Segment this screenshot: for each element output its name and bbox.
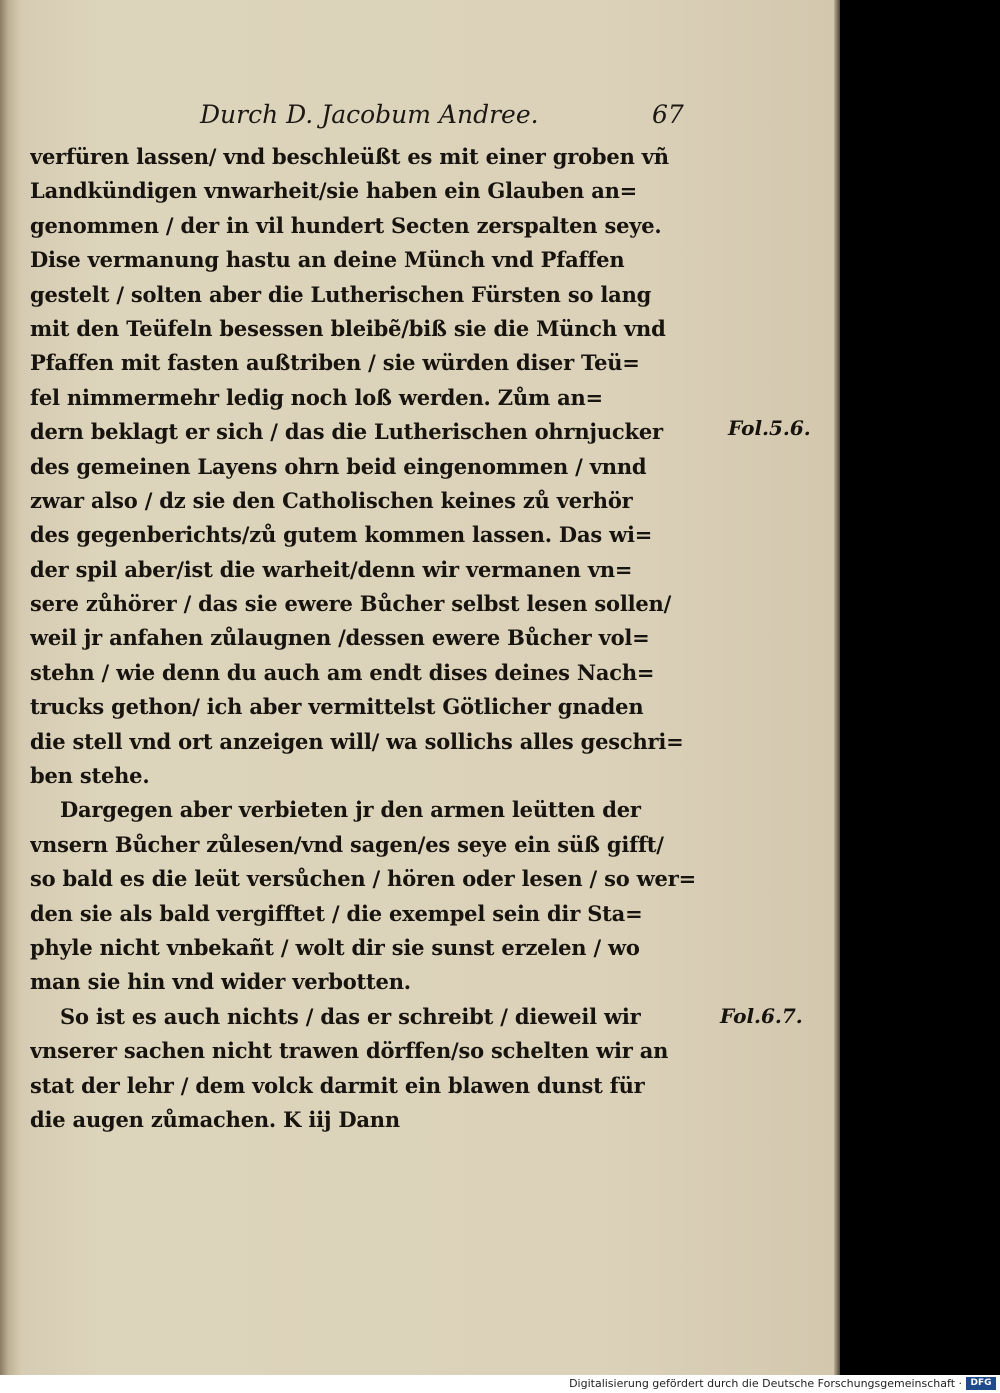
text-line: mit den Teüfeln besessen bleibẽ/biß sie die Münch vnd	[30, 315, 666, 341]
text-line: die stell vnd ort anzeigen will/ wa sollichs alles geschri=	[30, 728, 684, 754]
text-line: Dise vermanung hastu an deine Münch vnd Pfaffen	[30, 247, 625, 273]
text-line: Pfaffen mit fasten außtriben / sie würden diser Teü=	[30, 350, 640, 376]
margin-note: Fol.6.7.	[720, 1004, 803, 1028]
text-line: der spil aber/ist die warheit/denn wir vermanen vn=	[30, 556, 633, 582]
book-spine	[0, 0, 22, 1375]
text-line: des gemeinen Layens ohrn beid eingenommen / vnnd	[30, 453, 647, 479]
text-line: den sie als bald vergifftet / die exempel sein dir Sta=	[30, 900, 643, 926]
dfg-logo: DFG	[966, 1377, 996, 1390]
text-line: stehn / wie denn du auch am endt dises deines Nach=	[30, 659, 655, 685]
text-line: trucks gethon/ ich aber vermittelst Götlicher gnaden	[30, 694, 644, 720]
margin-note: Fol.5.6.	[728, 416, 811, 440]
page-header	[200, 100, 700, 140]
text-line: zwar also / dz sie den Catholischen keines zů verhör	[30, 487, 633, 513]
text-line: So ist es auch nichts / das er schreibt / dieweil wir	[60, 1003, 641, 1029]
text-line: vnserer sachen nicht trawen dörffen/so schelten wir an	[30, 1038, 669, 1064]
text-line: man sie hin vnd wider verbotten.	[30, 969, 411, 995]
text-line: weil jr anfahen zůlaugnen /dessen ewere Bůcher vol=	[30, 625, 650, 651]
text-line: dern beklagt er sich / das die Lutherischen ohrnjucker	[30, 419, 663, 445]
text-line: Landkündigen vnwarheit/sie haben ein Glauben an=	[30, 178, 638, 204]
text-line: so bald es die leüt versůchen / hören oder lesen / so wer=	[30, 866, 696, 892]
text-line: sere zůhörer / das sie ewere Bůcher selbst lesen sollen/	[30, 591, 672, 617]
text-line: vnsern Bůcher zůlesen/vnd sagen/es seye ein süß gifft/	[30, 831, 664, 857]
running-title: Durch D. Jacobum Andree.	[200, 100, 539, 129]
text-line: fel nimmermehr ledig noch loß werden. Zům an=	[30, 384, 603, 410]
text-line: genommen / der in vil hundert Secten zerspalten seye.	[30, 212, 662, 238]
text-line: phyle nicht vnbekañt / wolt dir sie sunst erzelen / wo	[30, 934, 640, 960]
footer-credit: Digitalisierung gefördert durch die Deutsche Forschungsgemeinschaft ·	[569, 1377, 962, 1390]
body-text	[30, 140, 730, 1137]
page-edge-shadow	[834, 0, 840, 1375]
text-line: verfüren lassen/ vnd beschleüßt es mit einer groben vñ	[30, 144, 669, 169]
text-line: ben stehe.	[30, 763, 150, 789]
text-line: Dargegen aber verbieten jr den armen leütten der	[60, 797, 641, 823]
page-number: 67	[652, 100, 684, 129]
text-line: stat der lehr / dem volck darmit ein blawen dunst für	[30, 1072, 645, 1098]
text-line: die augen zůmachen. K iij Dann	[30, 1106, 400, 1132]
text-line: des gegenberichts/zů gutem kommen lassen. Das wi=	[30, 522, 653, 548]
text-line: gestelt / solten aber die Lutherischen Fürsten so lang	[30, 281, 652, 307]
